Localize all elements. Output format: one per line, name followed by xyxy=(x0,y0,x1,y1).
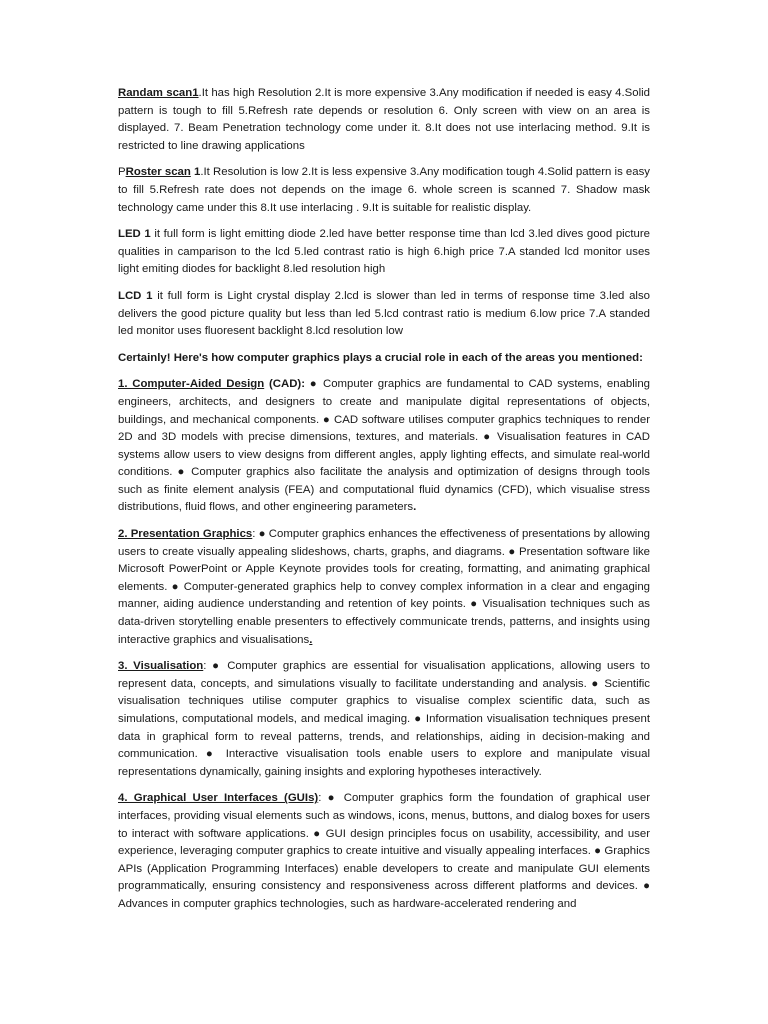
raster-scan-paragraph xyxy=(118,164,650,217)
visualisation-title-suffix: : xyxy=(203,660,213,673)
cad-end: . xyxy=(413,501,417,514)
presentation-graphics-end: . xyxy=(309,633,313,646)
raster-scan-number: 1 xyxy=(190,166,201,179)
gui-section xyxy=(118,790,650,913)
raster-scan-text: .It Resolution is low 2.It is less expensive 3.Any modification tough 4.Solid pattern is easy to fill 5.Refresh rate does not depends on the image 6. whole screen is scanned 7. Shadow mask technology came under this 8.It use interlacing . 9.It is suitable for realistic display. xyxy=(118,166,650,214)
intro-paragraph: Certainly! Here's how computer graphics plays a crucial role in each of the areas you mentioned: xyxy=(118,351,643,364)
visualisation-title: 3. Visualisation xyxy=(118,660,204,673)
random-scan-paragraph xyxy=(118,85,650,155)
lcd-text: it full form is Light crystal display 2.lcd is slower than led in terms of response time 3.led also delivers the good picture quality but less than led 5.lcd contrast ratio is medium 6.low price 7.A standed led monitor uses fluoresent backlight 8.lcd resolution low xyxy=(118,289,650,338)
presentation-graphics-text: ● Computer graphics enhances the effectiveness of presentations by allowing users to create visually appealing slideshows, charts, graphs, and diagrams. ● Presentation software like Microsoft PowerPoint or Apple Keynote provides tools for creating, formatting, and animating graphical elements. ● Computer-generated graphics help to convey complex information in a clear and engaging manner, aiding audience understanding and retention of key points. ● Visualisation techniques such as data-driven storytelling enable presenters to effectively communicate trends, patterns, and insights using interactive graphics and visualisations xyxy=(118,528,651,646)
lcd-paragraph xyxy=(118,288,650,341)
random-scan-title: Randam scan1 xyxy=(118,87,199,99)
random-scan-text: .It has high Resolution 2.It is more expensive 3.Any modification if needed is easy 4.Solid pattern is tough to fill 5.Refresh rate depends or resolution 6. Only screen with view on an area is displayed. 7. Beam Penetration technology come under it. 8.It does not use interlacing method. 9.It is restricted to line drawing applications xyxy=(118,87,651,152)
presentation-graphics-title-suffix: : xyxy=(252,528,259,541)
gui-title: 4. Graphical User Interfaces (GUIs) xyxy=(118,792,319,805)
cad-title: 1. Computer-Aided Design xyxy=(118,378,265,391)
led-paragraph xyxy=(118,226,650,279)
raster-scan-prefix: P xyxy=(118,166,126,179)
gui-text: ● Computer graphics form the foundation of graphical user interfaces, providing visual elements such as windows, icons, menus, buttons, and dialog boxes for users to interact with software applications. ● GUI design principles focus on usability, accessibility, and user experience, leveraging computer graphics to create intuitive and visually appealing interfaces. ● Graphics APIs (Application Programming Interfaces) enable developers to create and manipulate GUI elements programmatically, ensuring consistency and responsiveness across different platforms and devices. ● Advances in computer graphics technologies, such as hardware-accelerated rendering and xyxy=(118,792,650,910)
presentation-graphics-title: 2. Presentation Graphics xyxy=(118,528,253,541)
led-title: LED 1 xyxy=(118,228,151,241)
gui-title-suffix: : xyxy=(318,792,328,805)
led-text: it full form is light emitting diode 2.led have better response time than lcd 3.led dives good picture qualities in camparison to the lcd 5.led contrast ratio is high 6.high price 7.A standed lcd monitor uses light emiting diodes for backlight 8.led resolution high xyxy=(118,228,651,276)
presentation-graphics-section xyxy=(118,526,650,649)
cad-text: ● Computer graphics are fundamental to CAD systems, enabling engineers, architects, and designers to create and manipulate digital representations of objects, buildings, and mechanical components. ● CAD software utilises computer graphics techniques to render 2D and 3D models with precise dimensions, textures, and materials. ● Visualisation features in CAD systems allow users to view designs from different angles, apply lighting effects, and simulate real-world conditions. ● Computer graphics also facilitate the analysis and optimization of designs through tools such as finite element analysis (FEA) and computational fluid dynamics (CFD), which visualise stress distributions, fluid flows, and other engineering parameters xyxy=(118,378,650,514)
raster-scan-title: Roster scan xyxy=(125,166,191,179)
visualisation-text: ● Computer graphics are essential for visualisation applications, allowing users to represent data, concepts, and simulations visually to facilitate understanding and analysis. ● Scientific visualisation techniques utilise computer graphics to visualise complex scientific data, such as simulations, computational models, and medical imaging. ● Information visualisation techniques present data in graphical form to reveal patterns, trends, and relationships, aiding in decision-making and communication. ● Interactive visualisation tools enable users to explore and manipulate visual representations dynamically, gaining insights and exploring hypotheses interactively. xyxy=(118,660,650,778)
document-page xyxy=(118,85,650,923)
lcd-title: LCD 1 xyxy=(118,289,153,302)
cad-title-suffix: (CAD): xyxy=(264,378,310,391)
visualisation-section xyxy=(118,658,650,781)
cad-section xyxy=(118,376,650,517)
